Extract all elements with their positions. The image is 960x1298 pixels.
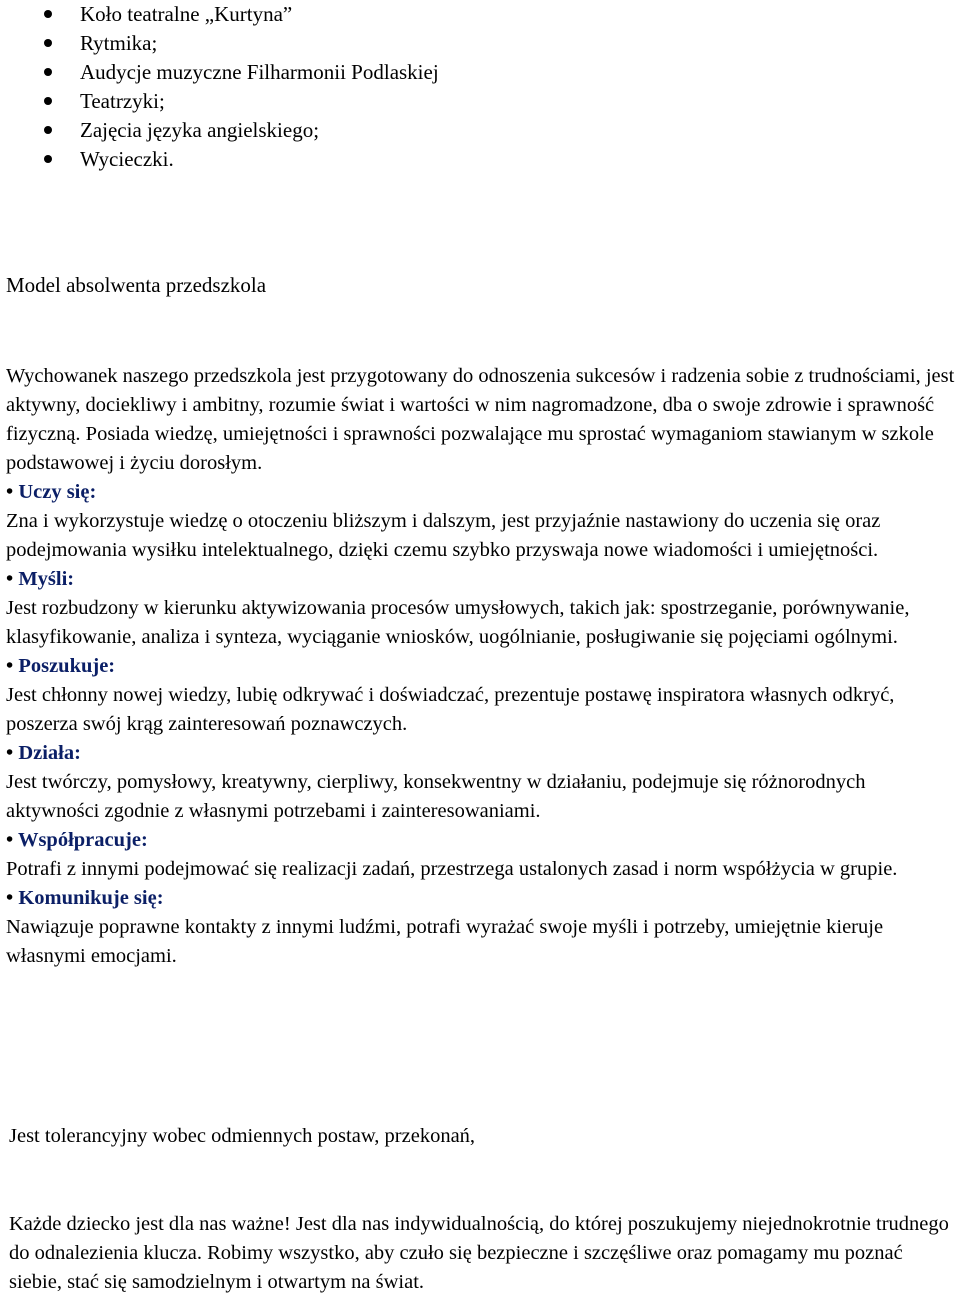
section-uczy-sie: • Uczy się: bbox=[6, 481, 97, 503]
section-text: Zna i wykorzystuje wiedzę o otoczeniu bliższym i dalszym, jest przyjaźnie nastawiony do uczenia się oraz podejmowania wysiłku intelektualnego, dzięki czemu szybko przyswaja nowe wiadomości i umiejętności. bbox=[6, 510, 881, 561]
closing-text: Każde dziecko jest dla nas ważne! Jest dla nas indywidualnością, do której poszukujemy niejednokrotnie trudnego do odnalezienia klucza. Robimy wszystko, aby czuło się bezpieczne i szczęśliwe oraz pomagamy mu poznać siebie, stać się samodzielnym i otwartym na świat. bbox=[9, 1213, 949, 1293]
intro-paragraph: Wychowanek naszego przedszkola jest przygotowany do odnoszenia sukcesów i radzenia sobie z trudnościami, jest aktywny, dociekliwy i ambitny, rozumie świat i wartości w nim nagromadzone, dba o swoje zdrowie i sprawność fizyczną. Posiada wiedzę, umiejętności i sprawności pozwalające mu sprostać wymaganiom stawianym w szkole podstawowej i życiu dorosłym. bbox=[6, 365, 955, 474]
closing-paragraph bbox=[9, 1210, 959, 1297]
section-text: Nawiązuje poprawne kontakty z innymi ludźmi, potrafi wyrażać swoje myśli i potrzeby, umiejętnie kieruje własnymi emocjami. bbox=[6, 916, 884, 967]
section-text: Jest rozbudzony w kierunku aktywizowania procesów umysłowych, takich jak: spostrzeganie, porównywanie, klasyfikowanie, analiza i synteza, wyciąganie wniosków, uogólnianie, posługiwanie się pojęciami ogólnymi. bbox=[6, 597, 910, 648]
activities-list bbox=[0, 0, 439, 174]
bullet-icon bbox=[44, 68, 52, 76]
section-wspolpracuje: • Współpracuje: bbox=[6, 829, 148, 851]
list-item-text: Audycje muzyczne Filharmonii Podlaskiej bbox=[80, 60, 439, 84]
bullet-icon bbox=[44, 97, 52, 105]
section-label: Komunikuje się: bbox=[18, 887, 164, 909]
list-item bbox=[0, 145, 439, 174]
section-label: Działa: bbox=[18, 742, 81, 764]
section-komunikuje-sie: • Komunikuje się: bbox=[6, 887, 164, 909]
bullet-icon bbox=[44, 155, 52, 163]
section-label: Poszukuje: bbox=[18, 655, 116, 677]
list-item-text: Zajęcia języka angielskiego; bbox=[80, 118, 320, 142]
section-label: Współpracuje: bbox=[17, 829, 148, 851]
bullet-icon bbox=[44, 39, 52, 47]
bullet-icon bbox=[44, 10, 52, 18]
list-item bbox=[0, 0, 439, 29]
section-heading: Model absolwenta przedszkola bbox=[6, 273, 267, 297]
section-label: Myśli: bbox=[18, 568, 75, 590]
graduate-model-body bbox=[6, 362, 958, 971]
list-item bbox=[0, 29, 439, 58]
tolerance-paragraph: Jest tolerancyjny wobec odmiennych postaw, przekonań, bbox=[9, 1125, 476, 1147]
section-dziala: • Działa: bbox=[6, 742, 81, 764]
section-text: Jest chłonny nowej wiedzy, lubię odkrywać i doświadczać, prezentuje postawę inspiratora własnych odkryć, poszerza swój krąg zainteresowań poznawczych. bbox=[6, 684, 895, 735]
section-text: Potrafi z innymi podejmować się realizacji zadań, przestrzega ustalonych zasad i norm współżycia w grupie. bbox=[6, 858, 898, 880]
list-item bbox=[0, 58, 439, 87]
list-item bbox=[0, 87, 439, 116]
bullet-icon bbox=[44, 126, 52, 134]
list-item-text: Teatrzyki; bbox=[80, 89, 165, 113]
section-poszukuje: • Poszukuje: bbox=[6, 655, 116, 677]
list-item-text: Rytmika; bbox=[80, 31, 158, 55]
list-item-text: Wycieczki. bbox=[80, 147, 174, 171]
section-text: Jest twórczy, pomysłowy, kreatywny, cierpliwy, konsekwentny w działaniu, podejmuje się różnorodnych aktywności zgodnie z własnymi potrzebami i zainteresowaniami. bbox=[6, 771, 866, 822]
list-item bbox=[0, 116, 439, 145]
list-item-text: Koło teatralne „Kurtyna” bbox=[80, 2, 293, 26]
section-mysli: • Myśli: bbox=[6, 568, 75, 590]
section-label: Uczy się: bbox=[18, 481, 97, 503]
